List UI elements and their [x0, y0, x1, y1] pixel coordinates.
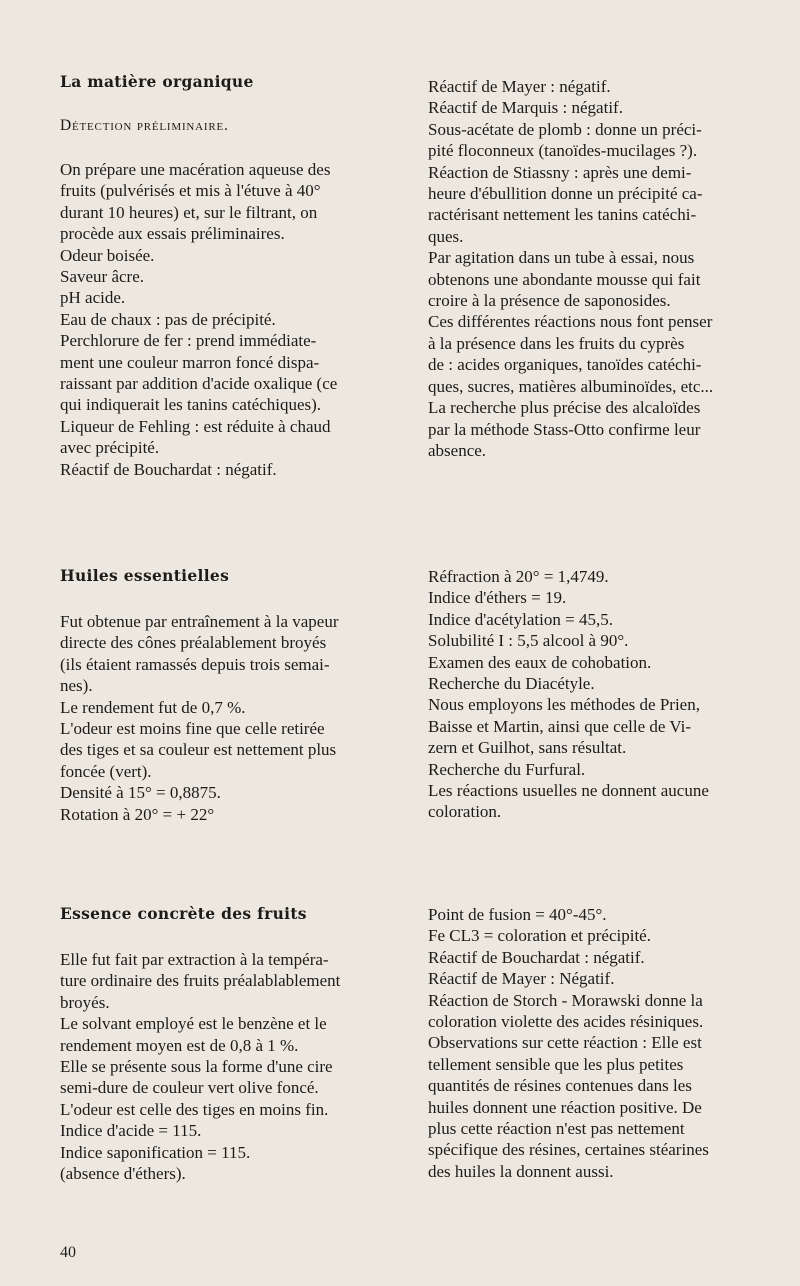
text-line: tellement sensible que les plus petites	[428, 1054, 684, 1074]
text-line: zern et Guilhot, sans résultat.	[428, 738, 627, 758]
text-line: Solubilité I : 5,5 alcool à 90°.	[428, 631, 629, 651]
text-line: Fut obtenue par entraînement à la vapeur	[60, 612, 339, 631]
text-line: Eau de chaux : pas de précipité.	[60, 309, 276, 329]
text-line: Observations sur cette réaction : Elle est	[428, 1033, 702, 1053]
section-matiere-organique-left	[60, 72, 405, 480]
text-line: de : acides organiques, tanoïdes catéchi-	[428, 355, 702, 375]
text-line: Elle fut fait par extraction à la tempéra-	[60, 950, 329, 969]
paragraph-block	[60, 949, 405, 1184]
text-line: Rotation à 20° = + 22°	[60, 804, 215, 824]
text-line: Le rendement fut de 0,7 %.	[60, 697, 246, 717]
text-line: pité floconneux (tanoïdes-mucilages ?).	[428, 141, 698, 161]
text-line: Recherche du Diacétyle.	[428, 674, 595, 694]
text-line: semi-dure de couleur vert olive foncé.	[60, 1078, 319, 1098]
text-line: (absence d'éthers).	[60, 1164, 186, 1184]
section-heading: Essence concrète des fruits	[60, 904, 307, 923]
text-line: Indice saponification = 115.	[60, 1142, 251, 1162]
text-line: Ces différentes réactions nous font penser	[428, 312, 713, 332]
paragraph-block	[428, 904, 780, 1182]
text-line: Réaction de Stiassny : après une demi-	[428, 162, 692, 182]
text-line: des tiges et sa couleur est nettement plus	[60, 740, 337, 760]
section-huiles-essentielles-right	[428, 566, 780, 823]
text-line: Fe CL3 = coloration et précipité.	[428, 926, 651, 946]
text-line: L'odeur est celle des tiges en moins fin.	[60, 1099, 329, 1119]
text-line: nes).	[60, 676, 93, 696]
text-line: ques.	[428, 226, 464, 246]
text-line: absence.	[428, 440, 487, 460]
text-line: Examen des eaux de cohobation.	[428, 652, 652, 672]
text-line: procède aux essais préliminaires.	[60, 224, 285, 244]
text-line: ractérisant nettement les tanins catéchi-	[428, 205, 697, 225]
text-line: Saveur âcre.	[60, 267, 145, 287]
text-line: (ils étaient ramassés depuis trois semai-	[60, 654, 330, 674]
text-line: quantités de résines contenues dans les	[428, 1076, 692, 1096]
section-heading: Huiles essentielles	[60, 566, 230, 585]
text-line: Réactif de Marquis : négatif.	[428, 98, 623, 118]
text-line: des huiles la donnent aussi.	[428, 1161, 614, 1181]
text-line: Elle se présente sous la forme d'une cire	[60, 1057, 333, 1077]
text-line: Baisse et Martin, ainsi que celle de Vi-	[428, 716, 692, 736]
text-line: On prépare une macération aqueuse des	[60, 160, 331, 179]
text-line: huiles donnent une réaction positive. De	[428, 1097, 702, 1117]
text-line: Les réactions usuelles ne donnent aucune	[428, 781, 709, 801]
text-line: Recherche du Furfural.	[428, 759, 586, 779]
text-line: Nous employons les méthodes de Prien,	[428, 695, 700, 715]
text-line: durant 10 heures) et, sur le filtrant, on	[60, 202, 318, 222]
text-line: broyés.	[60, 992, 110, 1012]
text-line: qui indiquerait les tanins catéchiques).	[60, 395, 322, 415]
text-line: ture ordinaire des fruits préalablablement	[60, 971, 341, 991]
paragraph-block	[60, 611, 405, 825]
text-line: spécifique des résines, certaines stéarines	[428, 1140, 709, 1160]
text-line: raissant par addition d'acide oxalique (ce	[60, 374, 338, 394]
text-line: Réactif de Mayer : Négatif.	[428, 969, 615, 989]
text-line: coloration.	[428, 802, 502, 822]
section-subheading: Détection préliminaire.	[60, 117, 229, 134]
section-essence-concrete-right	[428, 904, 780, 1182]
text-line: foncée (vert).	[60, 761, 152, 781]
text-line: Indice d'acétylation = 45,5.	[428, 609, 613, 629]
text-line: Réfraction à 20° = 1,4749.	[428, 567, 609, 586]
text-line: croire à la présence de saponosides.	[428, 291, 671, 311]
text-line: L'odeur est moins fine que celle retirée	[60, 719, 325, 739]
section-matiere-organique-right	[428, 76, 780, 461]
text-line: Par agitation dans un tube à essai, nous	[428, 248, 695, 268]
text-line: Réaction de Storch - Morawski donne la	[428, 990, 703, 1010]
text-line: obtenons une abondante mousse qui fait	[428, 269, 701, 289]
text-line: Liqueur de Fehling : est réduite à chaud	[60, 416, 331, 436]
text-line: par la méthode Stass-Otto confirme leur	[428, 419, 701, 439]
text-line: Le solvant employé est le benzène et le	[60, 1014, 327, 1034]
paragraph-block	[60, 159, 405, 480]
section-essence-concrete-left	[60, 904, 405, 1184]
text-line: coloration violette des acides résiniques.	[428, 1012, 704, 1032]
text-line: ques, sucres, matières albuminoïdes, etc...	[428, 376, 714, 396]
text-line: Réactif de Bouchardat : négatif.	[60, 459, 277, 479]
text-line: La recherche plus précise des alcaloïdes	[428, 398, 701, 418]
text-line: Densité à 15° = 0,8875.	[60, 783, 221, 803]
text-line: ment une couleur marron foncé dispa-	[60, 352, 320, 372]
text-line: directe des cônes préalablement broyés	[60, 633, 327, 653]
text-line: rendement moyen est de 0,8 à 1 %.	[60, 1035, 299, 1055]
text-line: fruits (pulvérisés et mis à l'étuve à 40°	[60, 181, 321, 201]
paragraph-block	[428, 566, 780, 823]
text-line: Indice d'acide = 115.	[60, 1121, 202, 1141]
text-line: Perchlorure de fer : prend immédiate-	[60, 331, 317, 351]
section-huiles-essentielles-left	[60, 566, 405, 825]
paragraph-block	[428, 76, 780, 461]
text-line: Point de fusion = 40°-45°.	[428, 905, 607, 924]
text-line: pH acide.	[60, 288, 126, 308]
text-line: Sous-acétate de plomb : donne un préci-	[428, 119, 702, 139]
page-number: 40	[60, 1244, 76, 1261]
text-line: avec précipité.	[60, 438, 160, 458]
text-line: Réactif de Bouchardat : négatif.	[428, 947, 645, 967]
section-heading: La matière organique	[60, 72, 254, 91]
text-line: Indice d'éthers = 19.	[428, 588, 567, 608]
text-line: à la présence dans les fruits du cyprès	[428, 333, 685, 353]
text-line: heure d'ébullition donne un précipité ca-	[428, 184, 703, 204]
text-line: plus cette réaction n'est pas nettement	[428, 1119, 685, 1139]
text-line: Odeur boisée.	[60, 245, 155, 265]
text-line: Réactif de Mayer : négatif.	[428, 77, 611, 96]
